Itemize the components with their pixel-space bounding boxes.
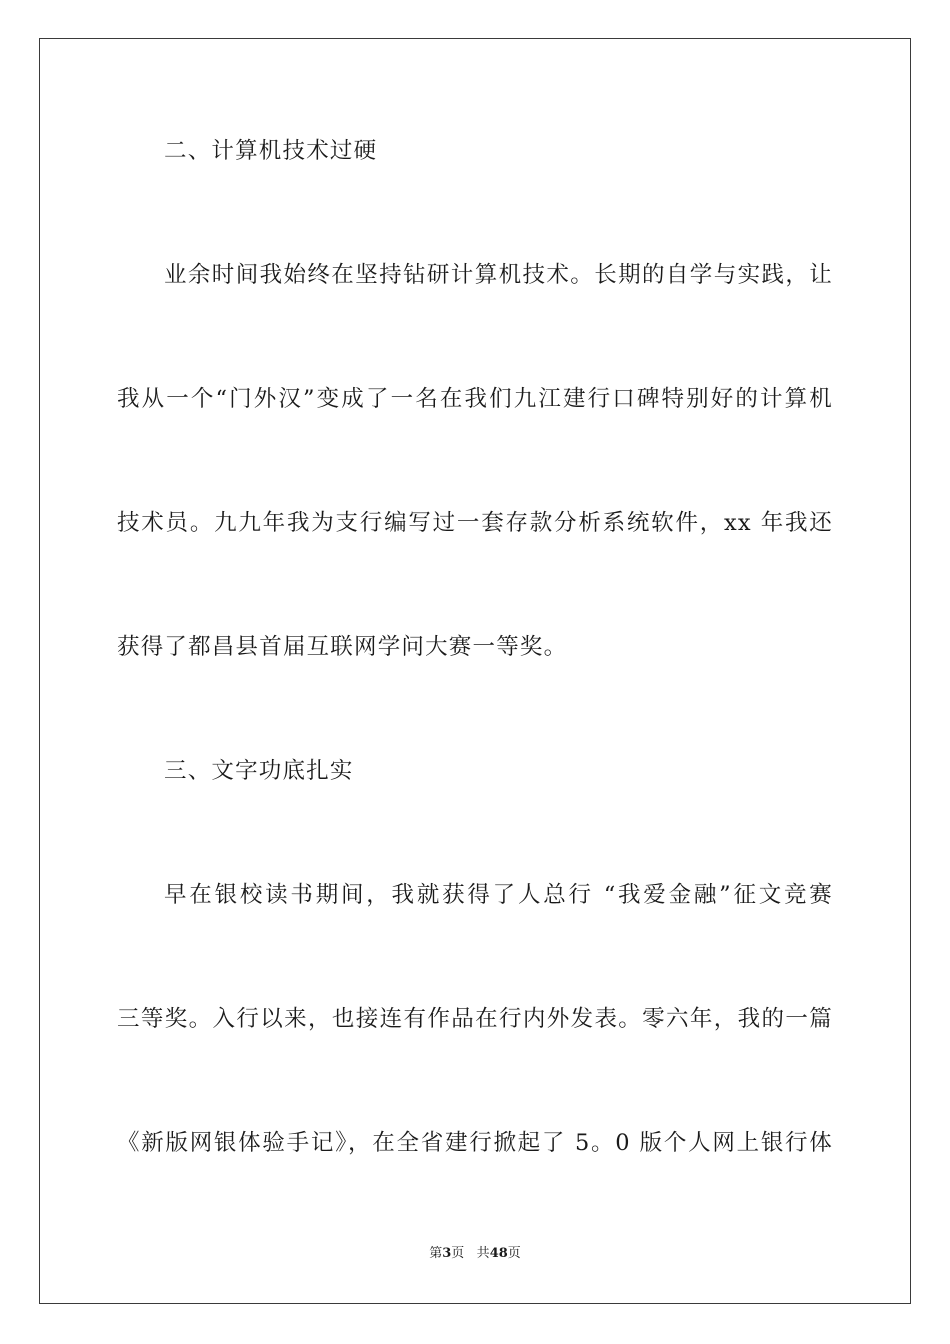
paragraph-line: 技术员。九九年我为支行编写过一套存款分析系统软件，xx 年我还 xyxy=(117,510,833,536)
footer-page-number: 3 xyxy=(442,1246,452,1261)
paragraph-line: 早在银校读书期间，我就获得了人总行 “我爱金融”征文竞赛 xyxy=(164,882,833,908)
paragraph-line: 我从一个“门外汉”变成了一名在我们九江建行口碑特别好的计算机 xyxy=(117,386,833,412)
footer-total-pages: 48 xyxy=(489,1246,508,1261)
paragraph-line: 《新版网银体验手记》，在全省建行掀起了 5。0 版个人网上银行体 xyxy=(117,1130,833,1156)
footer-total-prefix: 共 xyxy=(476,1246,490,1261)
page-footer xyxy=(0,1245,950,1263)
paragraph-line: 三等奖。入行以来，也接连有作品在行内外发表。零六年，我的一篇 xyxy=(117,1006,833,1032)
paragraph-line: 业余时间我始终在坚持钻研计算机技术。长期的自学与实践，让 xyxy=(164,262,833,288)
footer-total-suffix: 页 xyxy=(507,1246,521,1261)
paragraph-line: 获得了都昌县首届互联网学问大赛一等奖。 xyxy=(117,634,568,660)
section-heading-writing: 三、文字功底扎实 xyxy=(164,758,354,784)
footer-page-suffix: 页 xyxy=(451,1246,465,1261)
section-heading-computer: 二、计算机技术过硬 xyxy=(164,138,378,164)
footer-page-prefix: 第 xyxy=(429,1246,443,1261)
page-border xyxy=(39,38,911,1304)
